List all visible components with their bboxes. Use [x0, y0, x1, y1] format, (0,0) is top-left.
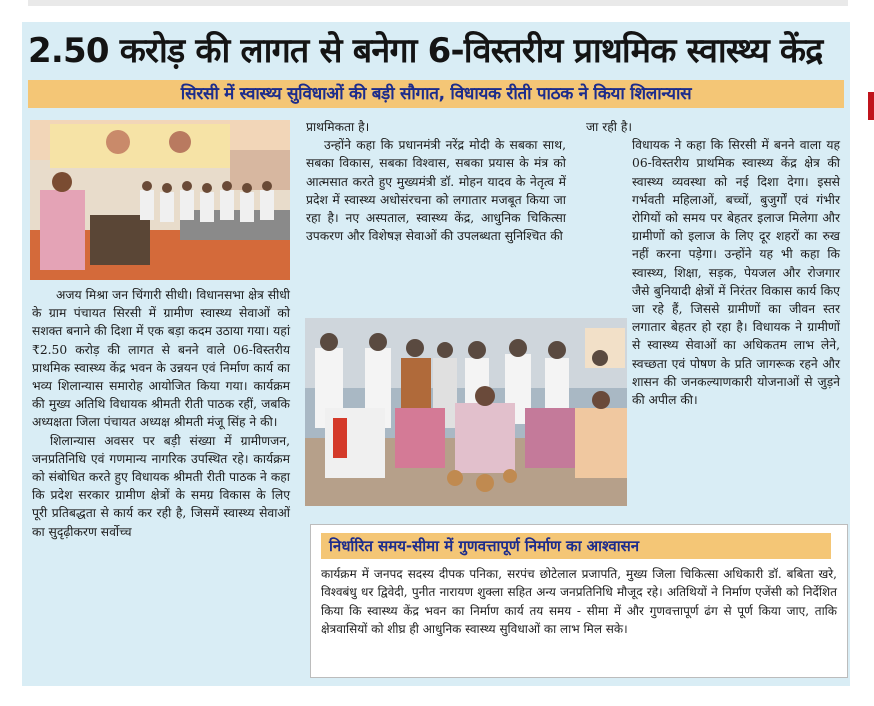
ceremony-photo — [305, 318, 627, 506]
paragraph: उन्होंने कहा कि प्रधानमंत्री नरेंद्र मोदी के सबका साथ, सबका विकास, सबका विश्वास, सबका प्रयास के मंत्र को आत्मसात करते हुए मुख्यमंत्री डॉ. मोहन यादव के नेतृत्व में प्रदेश में स्वास्थ्य अधोसंरचना को लगातार मजबूत किया जा रहा है। नए अस्पताल, स्वास्थ्य केंद्र, आधुनिक चिकित्सा उपकरण और विशेषज्ञ सेवाओं की उपलब्धता सुनिश्चित की — [306, 138, 566, 244]
column-2 — [306, 118, 566, 245]
info-box-heading: निर्धारित समय-सीमा में गुणवत्तापूर्ण निर्माण का आश्वासन — [321, 533, 831, 559]
paragraph: शिलान्यास अवसर पर बड़ी संख्या में ग्रामीणजन, जनप्रतिनिधि एवं गणमान्य नागरिक उपस्थित रहे। कार्यक्रम को संबोधित करते हुए विधायक श्रीमती रीती पाठक ने कहा कि प्रदेश सरकार ग्रामीण क्षेत्रों के समग्र विकास के लिए पूरी प्रतिबद्धता से कार्य कर रही है, जिसमें स्वास्थ्य सेवाओं का सुदृढ़ीकरण सर्वोच्च — [32, 433, 290, 539]
photo-icon — [305, 318, 627, 506]
info-box — [310, 524, 848, 678]
paragraph: अजय मिश्रा जन चिंगारी सीधी। विधानसभा क्षेत्र सीधी के ग्राम पंचायत सिरसी में ग्रामीण स्वास्थ्य सेवाओं को सशक्त बनाने की दिशा में एक बड़ा कदम उठाया गया। यहां ₹2.50 करोड़ की लागत से बनने वाले 06-विस्तरीय प्राथमिक स्वास्थ्य केंद्र भवन के उन्नयन एवं निर्माण कार्य का भव्य शिलान्यास समारोह आयोजित किया गया। कार्यक्रम की मुख्य अतिथि विधायक श्रीमती रीती पाठक रहीं, जबकि अध्यक्षता जिला पंचायत अध्यक्ष श्रीमती मंजू सिंह ने की। — [32, 288, 290, 430]
paragraph: विधायक ने कहा कि सिरसी में बनने वाला यह 06-विस्तरीय प्राथमिक स्वास्थ्य केंद्र क्षेत्र की स्वास्थ्य व्यवस्था को नई दिशा देगा। इससे गर्भवती महिलाओं, बच्चों, बुजुर्गों एवं गंभीर रोगियों को समय पर बेहतर इलाज मिलेगा और ग्रामीणों को इलाज के लिए दूर शहरों का रुख नहीं करना पड़ेगा। उन्होंने यह भी कहा कि स्वास्थ्य, शिक्षा, सड़क, पेयजल और रोजगार जैसे बुनियादी क्षेत्रों में निरंतर विकास कार्य किए जा रहे हैं, जिससे ग्रामीणों का जीवन स्तर लगातार बेहतर हो रहा है। विधायक ने ग्रामीणों से स्वास्थ्य सेवाओं का अधिकतम लाभ लेने, स्वच्छता एवं पोषण के प्रति जागरूक रहने और शासन की जनकल्याणकारी योजनाओं से जुड़ने की अपील की। — [632, 138, 840, 408]
article-subheadline: सिरसी में स्वास्थ्य सुविधाओं की बड़ी सौगात, विधायक रीती पाठक ने किया शिलान्यास — [180, 84, 692, 104]
column-1 — [32, 286, 290, 541]
photo-icon — [30, 120, 290, 280]
article-headline: 2.50 करोड़ की लागत से बनेगा 6-विस्तरीय प्राथमिक स्वास्थ्य केंद्र — [28, 31, 823, 71]
column-3 — [586, 118, 840, 409]
info-box-text: कार्यक्रम में जनपद सदस्य दीपक पनिका, सरपंच छोटेलाल प्रजापति, मुख्य जिला चिकित्सा अधिकारी डॉ. बबिता खरे, विश्वबंधु धर द्विवेदी, पुनीत नारायण शुक्ला सहित अन्य जनप्रतिनिधि मौजूद रहे। अतिथियों ने निर्माण एजेंसी को निर्देशित किया कि स्वास्थ्य केंद्र भवन का निर्माण कार्य तय समय - सीमा में और गुणवत्तापूर्ण ढंग से पूर्ण किया जाए, ताकि क्षेत्रवासियों को शीघ्र ही आधुनिक स्वास्थ्य सुविधाओं का लाभ मिल सके। — [321, 567, 837, 637]
paragraph: जा रही है। — [586, 120, 633, 134]
subheadline-bar — [28, 80, 844, 108]
paragraph: प्राथमिकता है। — [306, 120, 370, 134]
top-strip — [28, 0, 848, 6]
stage-photo — [30, 120, 290, 280]
page-edge-marker — [868, 92, 874, 120]
